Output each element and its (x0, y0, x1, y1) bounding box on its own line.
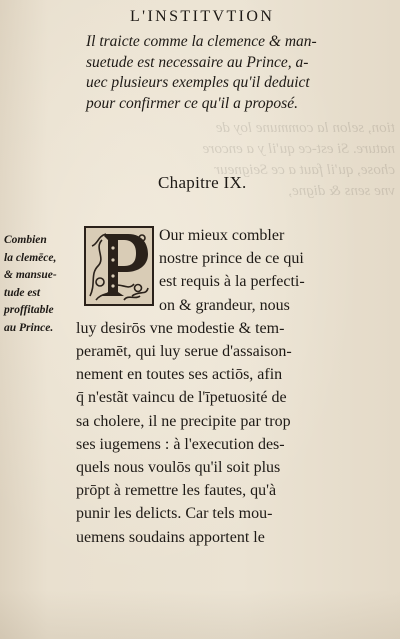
body-line: quels nous voulōs qu'il soit plus (76, 459, 281, 477)
summary-line: Il traicte comme la clemence & man- (86, 33, 317, 50)
body-line: ses iugemens : à l'execution des- (76, 435, 285, 453)
marginal-note-line: la clemēce, (4, 251, 57, 264)
marginal-note-line: Combien (4, 234, 47, 246)
body-line: prōpt à remettre les fautes, qu'à (76, 482, 277, 500)
running-head: L'INSTITVTION (130, 8, 275, 25)
show-through-text: tion, selon la commune loy de nature. Si est-ce qu'il y a encore chose, qu'il faut a ce Seigneur vne sens & digne, (202, 120, 395, 199)
body-line: on & grandeur, nous (159, 296, 290, 314)
marginal-note-line: au Prince. (4, 321, 54, 334)
chapter-summary (86, 32, 386, 114)
body-line: nement en toutes ses actiōs, afin (76, 366, 283, 384)
marginal-note-line: proffitable (4, 304, 54, 316)
chapter-heading: Chapitre IX. (158, 173, 247, 192)
body-paragraph (76, 224, 376, 549)
body-line: uemens soudains apportent le (76, 528, 265, 546)
body-line: nostre prince de ce qui (159, 250, 304, 268)
body-line: est requis à la perfecti- (159, 273, 305, 291)
marginal-note (4, 232, 82, 337)
marginal-note-line: & mansue- (4, 269, 57, 281)
summary-line: uec plusieurs exemples qu'il deduict (86, 74, 310, 91)
body-line: luy desirōs vne modestie & tem- (76, 319, 285, 337)
marginal-note-line: tude est (4, 286, 41, 299)
body-line: peramēt, qui luy serue d'assaison- (76, 343, 292, 361)
summary-line: pour confirmer ce qu'il a proposé. (86, 94, 298, 112)
body-line: Our mieux combler (159, 227, 285, 244)
body-line: punir les delicts. Car tels mou- (76, 505, 273, 523)
summary-line: suetude est necessaire au Prince, a- (86, 53, 309, 71)
body-line: sa cholere, il ne precipite par trop (76, 412, 291, 430)
page-shadow (0, 590, 400, 639)
body-line: q̄ n'estãt vaincu de l'īpetuosité de (76, 389, 287, 407)
